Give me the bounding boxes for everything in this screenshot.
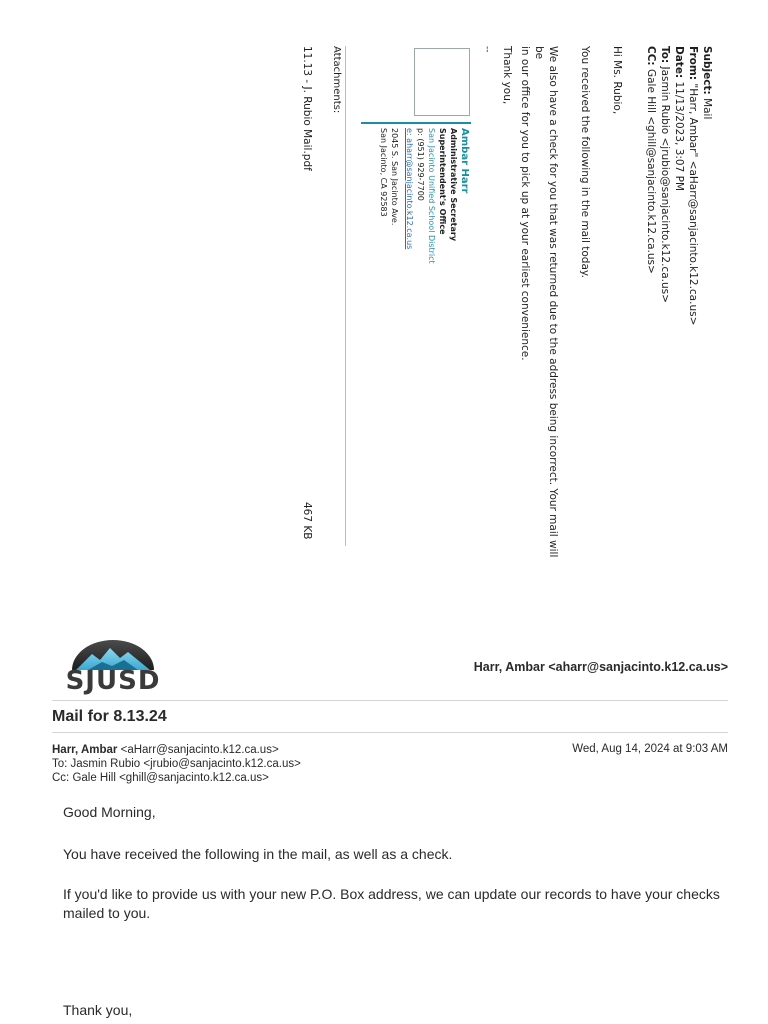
signature-email[interactable]: e: aharr@sanjacinto.k12.ca.us — [405, 128, 414, 250]
email1-date-label: Date: — [673, 46, 685, 79]
email1-from: "Harr, Ambar" <aHarr@sanjacinto.k12.ca.us> — [687, 83, 699, 326]
rotated-email-content — [240, 40, 720, 560]
email1-closing-text: Thank you, — [501, 46, 513, 105]
signature-image-placeholder — [414, 48, 470, 116]
attachments-label — [329, 46, 343, 113]
email1-dash — [480, 46, 494, 53]
attachment-item[interactable] — [300, 46, 314, 171]
email1-subject: Mail — [701, 98, 713, 120]
email1-greeting-text: Hi Ms. Rubio, — [611, 46, 623, 115]
email1-from-label: From: — [687, 46, 699, 81]
signature-name: Ambar Harr — [459, 128, 470, 194]
email1-to: Jasmin Rubio <jrubio@sanjacinto.k12.ca.us> — [659, 66, 671, 303]
email2-body2-line1: If you'd like to provide us with your new P.O. Box address, we can update our records to have your checks — [63, 886, 720, 902]
attachment-size — [300, 502, 314, 539]
email1-subject-row — [700, 46, 714, 325]
rotated-email-page — [240, 40, 720, 560]
email1-header — [644, 46, 714, 325]
header-from: Harr, Ambar <aharr@sanjacinto.k12.ca.us> — [473, 660, 728, 674]
email2-closing: Thank you, — [63, 1002, 133, 1018]
signature-office: Superintendent's Office — [438, 128, 447, 235]
signature-address1: 2045 S. San Jacinto Ave. — [390, 128, 399, 226]
signature-phone: p: (951) 929-7700 — [416, 128, 425, 201]
email2-to: To: Jasmin Rubio <jrubio@sanjacinto.k12.ca.us> — [52, 758, 301, 770]
email2-sender-row — [52, 743, 301, 757]
email2-body1: You have received the following in the mail, as well as a check. — [63, 846, 453, 862]
email1-body2-line2: in our office for you to pick up at your earliest convenience. — [519, 46, 531, 361]
email2-body2-line2: mailed to you. — [63, 905, 151, 921]
email2-body2 — [63, 885, 720, 923]
email1-date: 11/13/2023, 3:07 PM — [673, 81, 685, 192]
email1-closing — [500, 46, 514, 104]
subject-divider — [52, 732, 728, 733]
email1-to-row — [658, 46, 672, 325]
email2-date: Wed, Aug 14, 2024 at 9:03 AM — [572, 743, 728, 755]
attachment-size-text: 467 KB — [301, 502, 313, 540]
email1-greeting — [610, 46, 624, 114]
email1-body1 — [578, 46, 592, 278]
email2-sender-name: Harr, Ambar — [52, 744, 118, 756]
attachments-divider — [345, 46, 346, 546]
email1-body2 — [518, 46, 560, 560]
logo-text: SJUSD — [65, 666, 161, 696]
email2-greeting: Good Morning, — [63, 804, 156, 820]
email2-subject: Mail for 8.13.24 — [52, 708, 167, 725]
email2-cc: Cc: Gale Hill <ghill@sanjacinto.k12.ca.us> — [52, 772, 269, 784]
signature-address2: San Jacinto, CA 92583 — [379, 128, 388, 217]
email1-to-label: To: — [659, 46, 671, 64]
email1-dash-text: -- — [482, 46, 492, 53]
email1-cc-label: CC: — [645, 46, 657, 66]
signature-title: Administrative Secretary — [449, 128, 458, 242]
email2-meta — [52, 743, 301, 785]
email1-body2-line1: We also have a check for you that was returned due to the address being incorrect. Your mail will be — [533, 46, 559, 558]
email1-signature — [378, 128, 470, 264]
email2-sender-email[interactable]: <aHarr@sanjacinto.k12.ca.us> — [120, 744, 279, 756]
email1-cc-row — [644, 46, 658, 325]
email1-subject-label: Subject: — [701, 46, 713, 95]
signature-district[interactable]: San Jacinto Unified School District — [427, 128, 436, 264]
email1-from-row — [686, 46, 700, 325]
attachments-label-text: Attachments: — [331, 46, 342, 114]
attachment-name[interactable]: 11.13 - J. Rubio Mail.pdf — [301, 46, 313, 171]
signature-divider — [361, 122, 471, 124]
header-divider — [52, 700, 728, 701]
email1-date-row — [672, 46, 686, 325]
sjusd-logo — [58, 636, 168, 696]
email1-body1-text: You received the following in the mail today. — [579, 46, 591, 278]
email1-cc: Gale Hill <ghill@sanjacinto.k12.ca.us> — [645, 68, 657, 274]
